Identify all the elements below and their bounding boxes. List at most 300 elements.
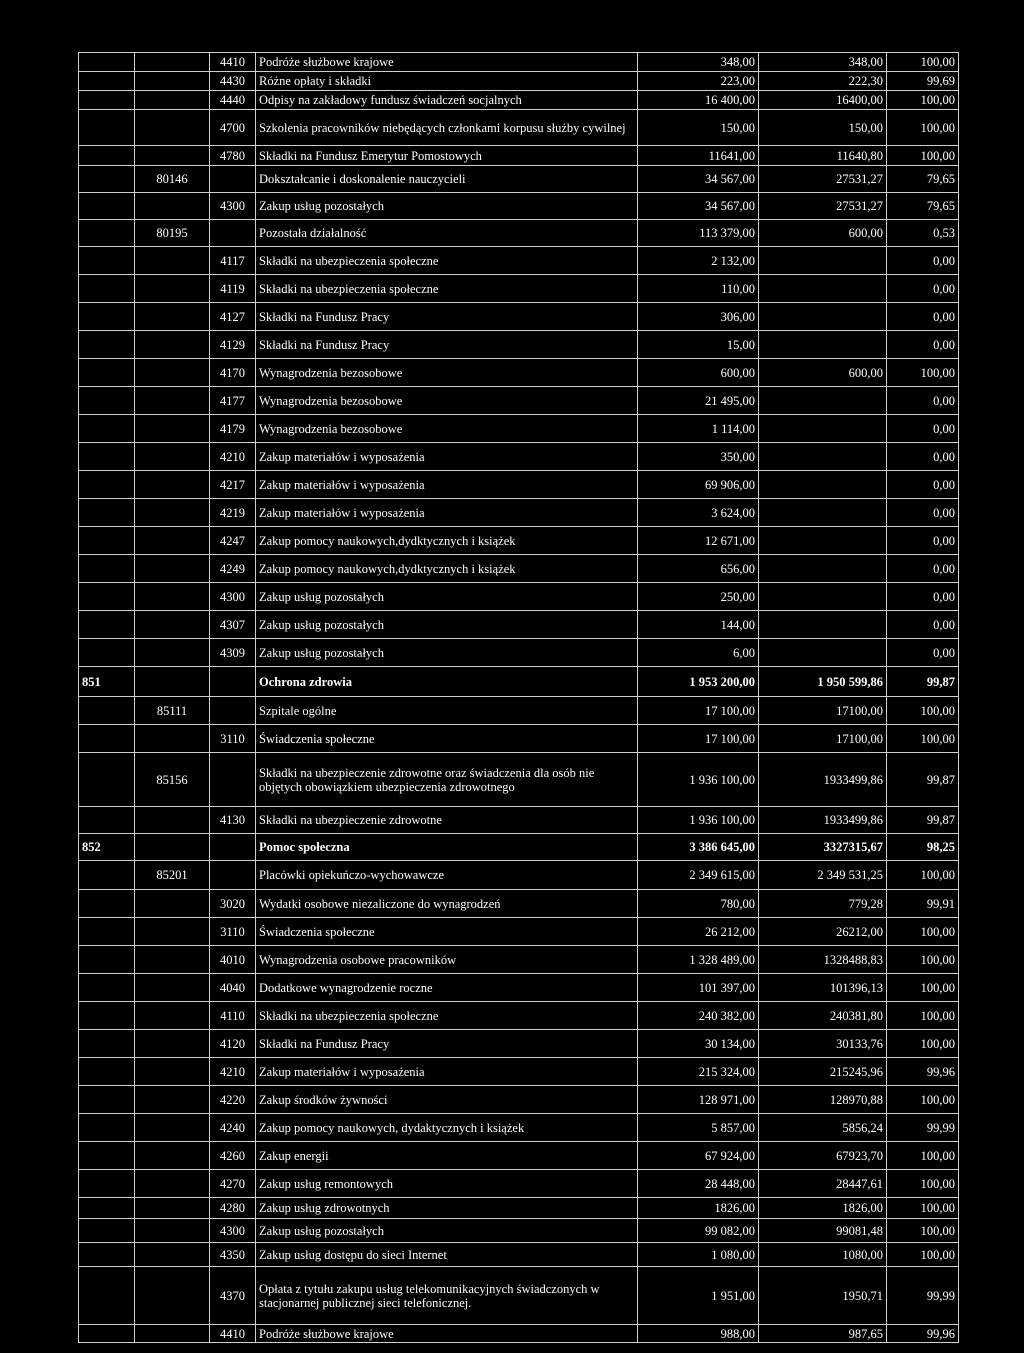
wykonanie-cell xyxy=(759,527,887,555)
wykonanie-cell xyxy=(759,443,887,471)
wykonanie-cell xyxy=(759,471,887,499)
paragraf-cell: 4120 xyxy=(210,1030,256,1058)
rozdzial-cell xyxy=(135,1170,210,1198)
paragraf-cell xyxy=(210,166,256,193)
name-cell: Zakup środków żywności xyxy=(256,1086,638,1114)
wykonanie-cell: 17100,00 xyxy=(759,725,887,753)
procent-cell: 0,00 xyxy=(887,275,959,303)
wykonanie-cell: 67923,70 xyxy=(759,1142,887,1170)
wykonanie-cell: 1826,00 xyxy=(759,1198,887,1219)
table-row xyxy=(79,890,959,918)
wykonanie-cell: 1933499,86 xyxy=(759,753,887,807)
paragraf-cell: 4177 xyxy=(210,387,256,415)
wykonanie-cell: 28447,61 xyxy=(759,1170,887,1198)
procent-cell: 100,00 xyxy=(887,974,959,1002)
wykonanie-cell: 99081,48 xyxy=(759,1219,887,1243)
plan-cell: 1 936 100,00 xyxy=(638,807,759,834)
dzial-cell xyxy=(79,443,135,471)
rozdzial-cell xyxy=(135,1086,210,1114)
dzial-cell xyxy=(79,1267,135,1325)
dzial-cell xyxy=(79,146,135,166)
table-row xyxy=(79,1058,959,1086)
name-cell: Zakup materiałów i wyposażenia xyxy=(256,443,638,471)
rozdzial-cell xyxy=(135,807,210,834)
paragraf-cell xyxy=(210,861,256,890)
plan-cell: 110,00 xyxy=(638,275,759,303)
paragraf-cell: 3110 xyxy=(210,918,256,946)
name-cell: Podróże służbowe krajowe xyxy=(256,1325,638,1343)
table-row xyxy=(79,110,959,146)
name-cell: Zakup materiałów i wyposażenia xyxy=(256,499,638,527)
wykonanie-cell xyxy=(759,639,887,667)
table-row xyxy=(79,53,959,72)
table-row xyxy=(79,918,959,946)
table-row xyxy=(79,1002,959,1030)
paragraf-cell: 4127 xyxy=(210,303,256,331)
plan-cell: 99 082,00 xyxy=(638,1219,759,1243)
paragraf-cell: 4170 xyxy=(210,359,256,387)
paragraf-cell: 4240 xyxy=(210,1114,256,1142)
wykonanie-cell: 27531,27 xyxy=(759,193,887,220)
wykonanie-cell xyxy=(759,499,887,527)
table-row xyxy=(79,1142,959,1170)
table-row xyxy=(79,275,959,303)
name-cell: Zakup materiałów i wyposażenia xyxy=(256,471,638,499)
plan-cell: 12 671,00 xyxy=(638,527,759,555)
dzial-cell xyxy=(79,1243,135,1267)
name-cell: Zakup usług pozostałych xyxy=(256,611,638,639)
procent-cell: 98,25 xyxy=(887,834,959,861)
rozdzial-cell xyxy=(135,359,210,387)
table-row xyxy=(79,193,959,220)
table-row xyxy=(79,387,959,415)
paragraf-cell: 4119 xyxy=(210,275,256,303)
procent-cell: 100,00 xyxy=(887,110,959,146)
table-row xyxy=(79,146,959,166)
rozdzial-cell xyxy=(135,471,210,499)
paragraf-cell: 4440 xyxy=(210,91,256,110)
dzial-cell xyxy=(79,1170,135,1198)
procent-cell: 0,00 xyxy=(887,387,959,415)
plan-cell: 780,00 xyxy=(638,890,759,918)
dzial-cell xyxy=(79,303,135,331)
wykonanie-cell xyxy=(759,611,887,639)
paragraf-cell: 4410 xyxy=(210,1325,256,1343)
name-cell: Zakup materiałów i wyposażenia xyxy=(256,1058,638,1086)
wykonanie-cell: 150,00 xyxy=(759,110,887,146)
wykonanie-cell: 1950,71 xyxy=(759,1267,887,1325)
name-cell: Wynagrodzenia osobowe pracowników xyxy=(256,946,638,974)
plan-cell: 1 114,00 xyxy=(638,415,759,443)
rozdzial-cell xyxy=(135,146,210,166)
wykonanie-cell: 1 950 599,86 xyxy=(759,667,887,697)
rozdzial-cell xyxy=(135,53,210,72)
rozdzial-cell xyxy=(135,387,210,415)
wykonanie-cell: 779,28 xyxy=(759,890,887,918)
name-cell: Zakup pomocy naukowych,dydktycznych i książek xyxy=(256,555,638,583)
plan-cell: 128 971,00 xyxy=(638,1086,759,1114)
plan-cell: 1 953 200,00 xyxy=(638,667,759,697)
dzial-cell xyxy=(79,1058,135,1086)
dzial-cell xyxy=(79,91,135,110)
procent-cell: 0,00 xyxy=(887,527,959,555)
dzial-cell xyxy=(79,331,135,359)
rozdzial-cell xyxy=(135,667,210,697)
procent-cell: 0,00 xyxy=(887,499,959,527)
name-cell: Składki na Fundusz Pracy xyxy=(256,331,638,359)
table-row xyxy=(79,555,959,583)
table-row xyxy=(79,639,959,667)
rozdzial-cell xyxy=(135,1114,210,1142)
wykonanie-cell: 26212,00 xyxy=(759,918,887,946)
rozdzial-cell xyxy=(135,834,210,861)
procent-cell: 100,00 xyxy=(887,1198,959,1219)
procent-cell: 79,65 xyxy=(887,193,959,220)
section-row xyxy=(79,834,959,861)
plan-cell: 5 857,00 xyxy=(638,1114,759,1142)
procent-cell: 100,00 xyxy=(887,359,959,387)
procent-cell: 0,00 xyxy=(887,555,959,583)
table-row xyxy=(79,807,959,834)
procent-cell: 0,00 xyxy=(887,583,959,611)
table-row xyxy=(79,1243,959,1267)
name-cell: Zakup pomocy naukowych,dydktycznych i książek xyxy=(256,527,638,555)
paragraf-cell: 4129 xyxy=(210,331,256,359)
dzial-cell xyxy=(79,53,135,72)
name-cell: Zakup energii xyxy=(256,1142,638,1170)
paragraf-cell xyxy=(210,667,256,697)
wykonanie-cell xyxy=(759,583,887,611)
paragraf-cell: 4249 xyxy=(210,555,256,583)
table-row xyxy=(79,220,959,247)
dzial-cell xyxy=(79,359,135,387)
wykonanie-cell: 2 349 531,25 xyxy=(759,861,887,890)
rozdzial-cell xyxy=(135,1243,210,1267)
table-row xyxy=(79,471,959,499)
wykonanie-cell: 5856,24 xyxy=(759,1114,887,1142)
name-cell: Wynagrodzenia bezosobowe xyxy=(256,415,638,443)
paragraf-cell xyxy=(210,834,256,861)
paragraf-cell: 4300 xyxy=(210,583,256,611)
name-cell: Pomoc społeczna xyxy=(256,834,638,861)
wykonanie-cell: 3327315,67 xyxy=(759,834,887,861)
plan-cell: 101 397,00 xyxy=(638,974,759,1002)
plan-cell: 240 382,00 xyxy=(638,1002,759,1030)
rozdzial-cell xyxy=(135,611,210,639)
plan-cell: 28 448,00 xyxy=(638,1170,759,1198)
procent-cell: 79,65 xyxy=(887,166,959,193)
procent-cell: 100,00 xyxy=(887,1243,959,1267)
procent-cell: 100,00 xyxy=(887,1142,959,1170)
wykonanie-cell: 101396,13 xyxy=(759,974,887,1002)
wykonanie-cell xyxy=(759,275,887,303)
name-cell: Opłata z tytułu zakupu usług telekomunikacyjnych świadczonych w stacjonarnej publicznej sieci telefonicznej. xyxy=(256,1267,638,1325)
rozdzial-cell xyxy=(135,555,210,583)
rozdzial-cell xyxy=(135,1198,210,1219)
paragraf-cell: 4040 xyxy=(210,974,256,1002)
procent-cell: 100,00 xyxy=(887,697,959,725)
paragraf-cell xyxy=(210,220,256,247)
paragraf-cell: 4010 xyxy=(210,946,256,974)
paragraf-cell: 4370 xyxy=(210,1267,256,1325)
table-row xyxy=(79,946,959,974)
name-cell: Składki na Fundusz Pracy xyxy=(256,303,638,331)
paragraf-cell: 3110 xyxy=(210,725,256,753)
name-cell: Szpitale ogólne xyxy=(256,697,638,725)
procent-cell: 0,00 xyxy=(887,471,959,499)
dzial-cell xyxy=(79,639,135,667)
plan-cell: 150,00 xyxy=(638,110,759,146)
name-cell: Dokształcanie i doskonalenie nauczycieli xyxy=(256,166,638,193)
plan-cell: 17 100,00 xyxy=(638,725,759,753)
plan-cell: 34 567,00 xyxy=(638,193,759,220)
procent-cell: 99,96 xyxy=(887,1325,959,1343)
wykonanie-cell: 222,30 xyxy=(759,72,887,91)
wykonanie-cell xyxy=(759,415,887,443)
rozdzial-cell: 80146 xyxy=(135,166,210,193)
wykonanie-cell: 30133,76 xyxy=(759,1030,887,1058)
plan-cell: 250,00 xyxy=(638,583,759,611)
name-cell: Odpisy na zakładowy fundusz świadczeń socjalnych xyxy=(256,91,638,110)
name-cell: Pozostała działalność xyxy=(256,220,638,247)
dzial-cell xyxy=(79,1030,135,1058)
dzial-cell xyxy=(79,247,135,275)
dzial-cell xyxy=(79,72,135,91)
rozdzial-cell xyxy=(135,91,210,110)
rozdzial-cell xyxy=(135,415,210,443)
name-cell: Podróże służbowe krajowe xyxy=(256,53,638,72)
dzial-cell xyxy=(79,110,135,146)
wykonanie-cell: 215245,96 xyxy=(759,1058,887,1086)
rozdzial-cell xyxy=(135,1142,210,1170)
wykonanie-cell: 16400,00 xyxy=(759,91,887,110)
procent-cell: 99,87 xyxy=(887,753,959,807)
procent-cell: 100,00 xyxy=(887,918,959,946)
wykonanie-cell: 987,65 xyxy=(759,1325,887,1343)
name-cell: Świadczenia społeczne xyxy=(256,725,638,753)
plan-cell: 144,00 xyxy=(638,611,759,639)
budget-table-body xyxy=(79,53,959,1343)
plan-cell: 348,00 xyxy=(638,53,759,72)
name-cell: Placówki opiekuńczo-wychowawcze xyxy=(256,861,638,890)
wykonanie-cell: 1328488,83 xyxy=(759,946,887,974)
table-row xyxy=(79,247,959,275)
rozdzial-cell xyxy=(135,1058,210,1086)
rozdzial-cell xyxy=(135,1002,210,1030)
dzial-cell xyxy=(79,471,135,499)
dzial-cell xyxy=(79,415,135,443)
dzial-cell xyxy=(79,583,135,611)
name-cell: Ochrona zdrowia xyxy=(256,667,638,697)
table-row xyxy=(79,72,959,91)
name-cell: Szkolenia pracowników niebędących członkami korpusu służby cywilnej xyxy=(256,110,638,146)
rozdzial-cell xyxy=(135,725,210,753)
rozdzial-cell: 80195 xyxy=(135,220,210,247)
dzial-cell xyxy=(79,527,135,555)
rozdzial-cell xyxy=(135,583,210,611)
table-row xyxy=(79,1219,959,1243)
rozdzial-cell xyxy=(135,527,210,555)
procent-cell: 0,00 xyxy=(887,415,959,443)
procent-cell: 99,96 xyxy=(887,1058,959,1086)
wykonanie-cell xyxy=(759,303,887,331)
rozdzial-cell xyxy=(135,946,210,974)
rozdzial-cell: 85111 xyxy=(135,697,210,725)
table-row xyxy=(79,1114,959,1142)
dzial-cell xyxy=(79,1142,135,1170)
paragraf-cell: 4117 xyxy=(210,247,256,275)
procent-cell: 0,53 xyxy=(887,220,959,247)
plan-cell: 69 906,00 xyxy=(638,471,759,499)
dzial-cell xyxy=(79,918,135,946)
rozdzial-cell xyxy=(135,974,210,1002)
paragraf-cell: 4130 xyxy=(210,807,256,834)
paragraf-cell: 4309 xyxy=(210,639,256,667)
name-cell: Zakup usług pozostałych xyxy=(256,583,638,611)
plan-cell: 600,00 xyxy=(638,359,759,387)
rozdzial-cell: 85201 xyxy=(135,861,210,890)
name-cell: Składki na Fundusz Pracy xyxy=(256,1030,638,1058)
dzial-cell xyxy=(79,1325,135,1343)
plan-cell: 15,00 xyxy=(638,331,759,359)
procent-cell: 100,00 xyxy=(887,946,959,974)
table-row xyxy=(79,499,959,527)
name-cell: Wynagrodzenia bezosobowe xyxy=(256,387,638,415)
procent-cell: 99,87 xyxy=(887,807,959,834)
procent-cell: 99,87 xyxy=(887,667,959,697)
table-row xyxy=(79,1198,959,1219)
rozdzial-cell xyxy=(135,918,210,946)
dzial-cell xyxy=(79,1086,135,1114)
dzial-cell xyxy=(79,974,135,1002)
dzial-cell xyxy=(79,193,135,220)
table-row xyxy=(79,1325,959,1343)
rozdzial-cell xyxy=(135,1267,210,1325)
procent-cell: 100,00 xyxy=(887,1002,959,1030)
rozdzial-cell xyxy=(135,890,210,918)
plan-cell: 2 132,00 xyxy=(638,247,759,275)
wykonanie-cell: 1080,00 xyxy=(759,1243,887,1267)
dzial-cell xyxy=(79,499,135,527)
table-row xyxy=(79,415,959,443)
name-cell: Zakup pomocy naukowych, dydaktycznych i książek xyxy=(256,1114,638,1142)
procent-cell: 99,69 xyxy=(887,72,959,91)
plan-cell: 17 100,00 xyxy=(638,697,759,725)
table-row xyxy=(79,583,959,611)
wykonanie-cell: 240381,80 xyxy=(759,1002,887,1030)
wykonanie-cell xyxy=(759,555,887,583)
name-cell: Zakup usług pozostałych xyxy=(256,639,638,667)
paragraf-cell: 4179 xyxy=(210,415,256,443)
rozdzial-cell xyxy=(135,1030,210,1058)
plan-cell: 21 495,00 xyxy=(638,387,759,415)
table-row xyxy=(79,861,959,890)
rozdzial-cell xyxy=(135,331,210,359)
dzial-cell xyxy=(79,220,135,247)
procent-cell: 99,99 xyxy=(887,1114,959,1142)
plan-cell: 656,00 xyxy=(638,555,759,583)
dzial-cell xyxy=(79,275,135,303)
dzial-cell xyxy=(79,1002,135,1030)
procent-cell: 100,00 xyxy=(887,1030,959,1058)
dzial-cell: 852 xyxy=(79,834,135,861)
procent-cell: 100,00 xyxy=(887,1219,959,1243)
rozdzial-cell xyxy=(135,275,210,303)
plan-cell: 3 386 645,00 xyxy=(638,834,759,861)
paragraf-cell: 4220 xyxy=(210,1086,256,1114)
dzial-cell xyxy=(79,725,135,753)
paragraf-cell: 4410 xyxy=(210,53,256,72)
dzial-cell xyxy=(79,807,135,834)
procent-cell: 0,00 xyxy=(887,639,959,667)
dzial-cell xyxy=(79,1198,135,1219)
plan-cell: 26 212,00 xyxy=(638,918,759,946)
plan-cell: 34 567,00 xyxy=(638,166,759,193)
plan-cell: 215 324,00 xyxy=(638,1058,759,1086)
dzial-cell xyxy=(79,1114,135,1142)
table-row xyxy=(79,974,959,1002)
plan-cell: 1 080,00 xyxy=(638,1243,759,1267)
procent-cell: 100,00 xyxy=(887,91,959,110)
dzial-cell xyxy=(79,387,135,415)
name-cell: Zakup usług remontowych xyxy=(256,1170,638,1198)
wykonanie-cell: 600,00 xyxy=(759,359,887,387)
paragraf-cell: 4210 xyxy=(210,443,256,471)
dzial-cell: 851 xyxy=(79,667,135,697)
rozdzial-cell xyxy=(135,639,210,667)
rozdzial-cell xyxy=(135,247,210,275)
name-cell: Wydatki osobowe niezaliczone do wynagrodzeń xyxy=(256,890,638,918)
plan-cell: 11641,00 xyxy=(638,146,759,166)
table-row xyxy=(79,443,959,471)
budget-table-page xyxy=(78,52,958,1343)
procent-cell: 100,00 xyxy=(887,1170,959,1198)
procent-cell: 0,00 xyxy=(887,331,959,359)
procent-cell: 0,00 xyxy=(887,611,959,639)
dzial-cell xyxy=(79,166,135,193)
name-cell: Zakup usług dostępu do sieci Internet xyxy=(256,1243,638,1267)
plan-cell: 350,00 xyxy=(638,443,759,471)
paragraf-cell: 4780 xyxy=(210,146,256,166)
paragraf-cell: 4217 xyxy=(210,471,256,499)
dzial-cell xyxy=(79,753,135,807)
table-row xyxy=(79,331,959,359)
plan-cell: 30 134,00 xyxy=(638,1030,759,1058)
paragraf-cell: 4219 xyxy=(210,499,256,527)
wykonanie-cell xyxy=(759,387,887,415)
paragraf-cell: 4270 xyxy=(210,1170,256,1198)
table-row xyxy=(79,303,959,331)
name-cell: Składki na Fundusz Emerytur Pomostowych xyxy=(256,146,638,166)
plan-cell: 223,00 xyxy=(638,72,759,91)
plan-cell: 6,00 xyxy=(638,639,759,667)
table-row xyxy=(79,1086,959,1114)
wykonanie-cell xyxy=(759,331,887,359)
table-row xyxy=(79,611,959,639)
procent-cell: 99,91 xyxy=(887,890,959,918)
wykonanie-cell: 600,00 xyxy=(759,220,887,247)
table-row xyxy=(79,725,959,753)
dzial-cell xyxy=(79,1219,135,1243)
dzial-cell xyxy=(79,611,135,639)
paragraf-cell: 4300 xyxy=(210,1219,256,1243)
paragraf-cell: 4247 xyxy=(210,527,256,555)
table-row xyxy=(79,753,959,807)
wykonanie-cell: 27531,27 xyxy=(759,166,887,193)
dzial-cell xyxy=(79,697,135,725)
wykonanie-cell: 17100,00 xyxy=(759,697,887,725)
rozdzial-cell xyxy=(135,1219,210,1243)
